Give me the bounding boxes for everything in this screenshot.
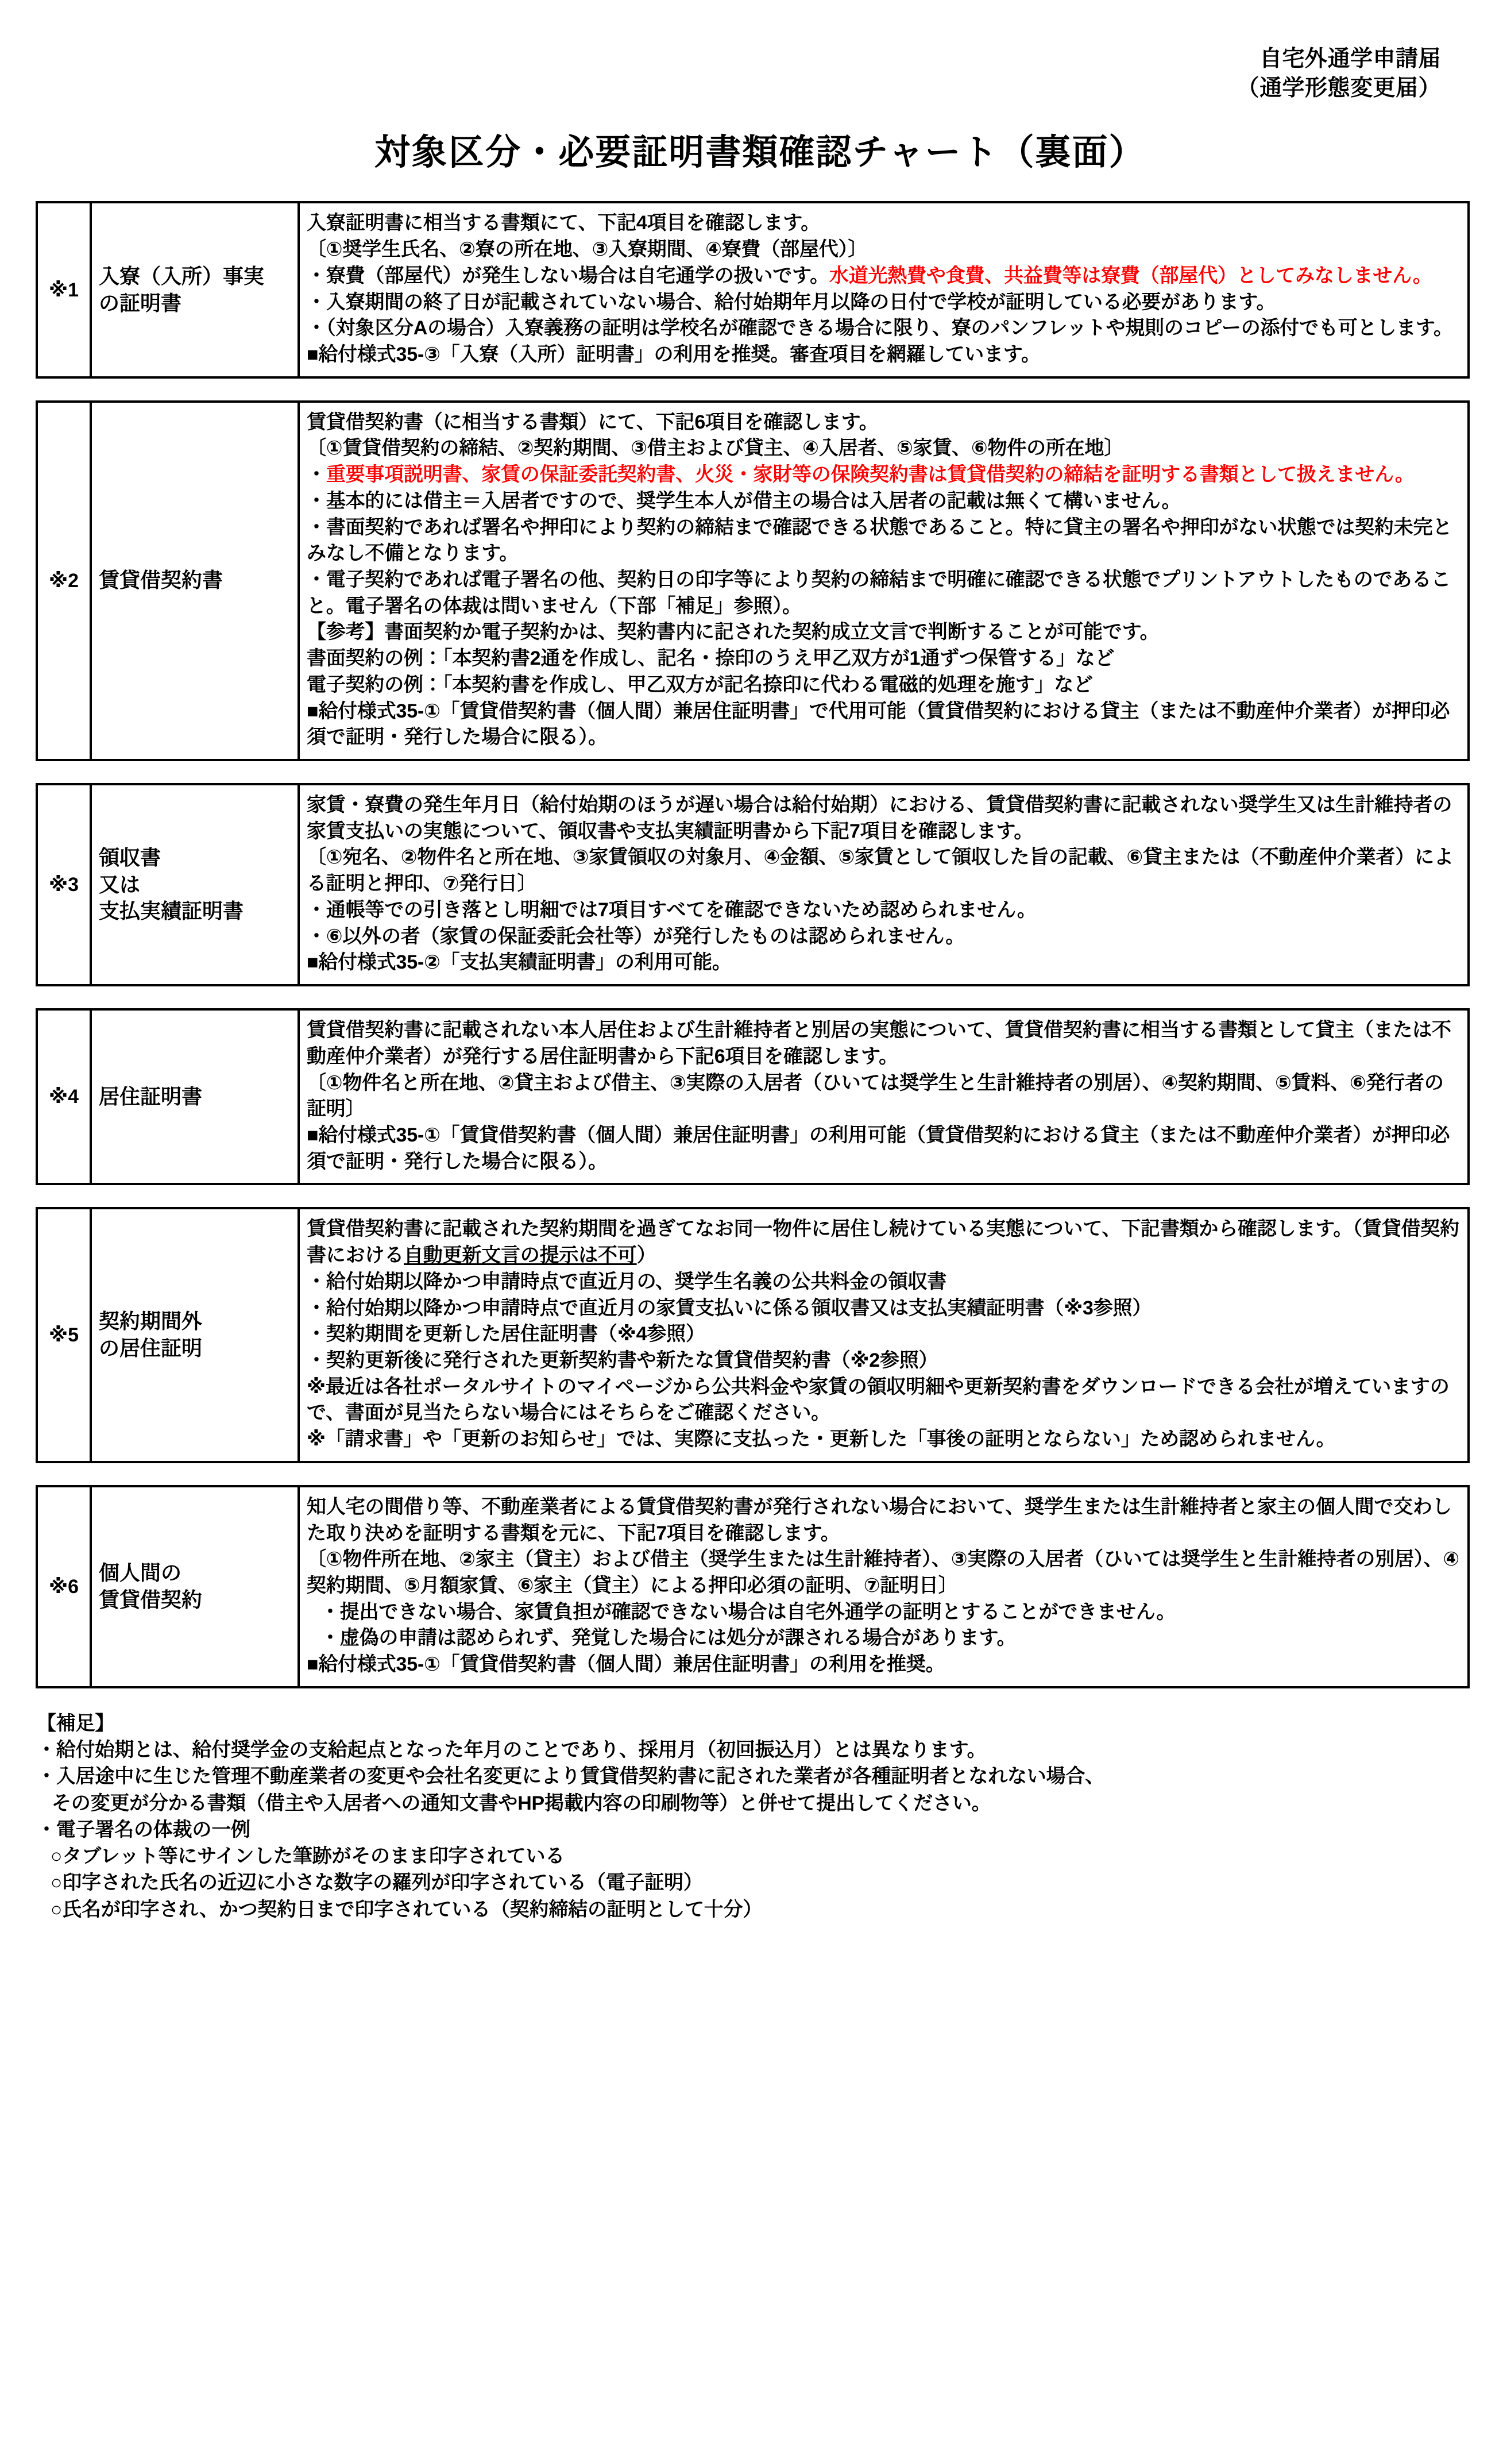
notes-heading: 【補足】 — [37, 1712, 115, 1734]
desc-text-underlined: 自動更新文言の提示は不可 — [404, 1244, 637, 1267]
desc-line: ■給付様式35-③「入寮（入所）証明書」の利用を推奨。審査項目を網羅しています。 — [307, 343, 1041, 365]
row-document-name — [92, 203, 300, 376]
desc-line: ・基本的には借主＝入居者ですので、奨学生本人が借主の場合は入居者の記載は無くて構いません。 — [307, 489, 1181, 512]
table-row — [36, 201, 1470, 378]
row-document-name — [92, 1487, 300, 1686]
notes-item: ○印字された氏名の近辺に小さな数字の羅列が印字されている（電子証明） — [51, 1872, 703, 1894]
notes-item: ○氏名が印字され、かつ契約日まで印字されている（契約締結の証明として十分） — [51, 1898, 763, 1921]
row-document-name-line-2: 賃貸借契約 — [99, 1587, 203, 1611]
desc-text-warning: 水道光熱費や食費、共益費等は寮費（部屋代）としてみなしません。 — [829, 264, 1432, 287]
row-document-name-line-1: 入寮（入所）事実 — [99, 264, 265, 288]
desc-line: 入寮証明書に相当する書類にて、下記4項目を確認します。 — [307, 212, 821, 234]
desc-line: ・（対象区分Aの場合）入寮義務の証明は学校名が確認できる場合に限り、寮のパンフレットや規則のコピーの添付でも可とします。 — [307, 317, 1453, 340]
page-title: 対象区分・必要証明書類確認チャート（裏面） — [374, 133, 1146, 173]
desc-line: 〔①奨学生氏名、②寮の所在地、③入寮期間、④寮費（部屋代）〕 — [307, 238, 868, 261]
desc-text: ・寮費（部屋代）が発生しない場合は自宅通学の扱いです。 — [307, 264, 829, 287]
desc-line: ・給付始期以降かつ申請時点で直近月の、奨学生名義の公共料金の領収書 — [307, 1270, 947, 1293]
row-ref-label: ※3 — [38, 785, 92, 984]
table-row — [36, 1008, 1470, 1185]
row-description — [300, 1487, 1467, 1686]
desc-line: 家賃・寮費の発生年月日（給付始期のほうが遅い場合は給付始期）における、賃貸借契約書に記載されない奨学生又は生計維持者の家賃支払いの実態について、領収書や支払実績証明書から下記7項目を確認します。 — [307, 794, 1452, 842]
row-ref-label: ※4 — [38, 1011, 92, 1183]
desc-line: 知人宅の間借り等、不動産業者による賃貸借契約書が発行されない場合において、奨学生または生計維持者と家主の個人間で交わした取り決めを証明する書類を元に、下記7項目を確認します。 — [307, 1495, 1452, 1544]
desc-line: ・通帳等での引き落とし明細では7項目すべてを確認できないため認められません。 — [307, 899, 1037, 921]
desc-line: 【参考】書面契約か電子契約かは、契約書内に記された契約成立文言で判断することが可能です。 — [307, 621, 1160, 643]
row-description — [300, 403, 1467, 759]
desc-line: ■給付様式35-①「賃貸借契約書（個人間）兼居住証明書」の利用可能（賃貸借契約における貸主（または不動産仲介業者）が押印必須で証明・発行した場合に限る）。 — [307, 1124, 1450, 1173]
supplementary-notes — [37, 1710, 1470, 1923]
notes-item: ○タブレット等にサインした筆跡がそのまま印字されている — [51, 1845, 565, 1868]
desc-text-warning: 重要事項説明書、家賃の保証委託契約書、火災・家財等の保険契約書は賃貸借契約の締結を証明する書類として扱えません。 — [326, 464, 1415, 486]
form-type-header — [0, 0, 1503, 103]
desc-line: ■給付様式35-①「賃貸借契約書（個人間）兼居住証明書」で代用可能（賃貸借契約における貸主（または不動産仲介業者）が押印必須で証明・発行した場合に限る）。 — [307, 700, 1450, 749]
desc-line: ・提出できない場合、家賃負担が確認できない場合は自宅外通学の証明とすることができません。 — [320, 1601, 1176, 1623]
desc-text: ） — [636, 1244, 656, 1267]
desc-line — [307, 462, 1459, 488]
desc-line: ※最近は各社ポータルサイトのマイページから公共料金や家賃の領収明細や更新契約書をダウンロードできる会社が増えていますので、書面が見当たらない場合にはそちらをご確認ください。 — [307, 1375, 1450, 1424]
form-type-line-1: 自宅外通学申請届 — [1259, 47, 1441, 71]
row-ref-label: ※2 — [38, 403, 92, 759]
desc-line: ※「請求書」や「更新のお知らせ」では、実際に支払った・更新した「事後の証明とならない」ため認められません。 — [307, 1428, 1336, 1451]
table-row — [36, 400, 1470, 761]
row-document-name — [92, 1011, 300, 1183]
row-ref-label: ※1 — [38, 203, 92, 376]
row-document-name — [92, 403, 300, 759]
row-description — [300, 1011, 1467, 1183]
row-document-name-line-2: 又は — [99, 872, 141, 896]
desc-line: 賃貸借契約書に記載されない本人居住および生計維持者と別居の実態について、賃貸借契約書に相当する書類として貸主（または不動産仲介業者）が発行する居住証明書から下記6項目を確認します。 — [307, 1019, 1451, 1067]
desc-line: 書面契約の例：「本契約書2通を作成し、記名・捺印のうえ甲乙双方が1通ずつ保管する」など — [307, 647, 1115, 670]
desc-bullet: ・ — [307, 464, 326, 486]
row-document-name-line-1: 賃貸借契約書 — [99, 568, 223, 592]
notes-item: ・入居途中に生じた管理不動産業者の変更や会社名変更により賃貸借契約書に記された業者が各種証明者となれない場合、 — [37, 1765, 1104, 1788]
requirements-chart — [36, 201, 1470, 1688]
desc-line: 〔①物件所在地、②家主（貸主）および借主（奨学生または生計維持者）、③実際の入居者（ひいては奨学生と生計維持者の別居）、④契約期間、⑤月額家賃、⑥家主（貸主）による押印必須の証明、⑦証明日〕 — [307, 1548, 1459, 1597]
desc-line: ・契約期間を更新した居住証明書（※4参照） — [307, 1323, 705, 1345]
row-description — [300, 203, 1467, 376]
desc-line: ・入寮期間の終了日が記載されていない場合、給付始期年月以降の日付で学校が証明している必要があります。 — [307, 291, 1276, 313]
form-type-line-2: （通学形態変更届） — [1237, 75, 1441, 101]
desc-line: ・電子契約であれば電子署名の他、契約日の印字等により契約の締結まで明確に確認できる状態でプリントアウトしたものであること。電子署名の体裁は問いません（下部「補足」参照）。 — [307, 569, 1451, 617]
desc-line: 〔①物件名と所在地、②貸主および借主、③実際の入居者（ひいては奨学生と生計維持者の別居）、④契約期間、⑤賃料、⑥発行者の証明〕 — [307, 1071, 1444, 1120]
desc-line: ・虚偽の申請は認められず、発覚した場合には処分が課される場合があります。 — [320, 1627, 1017, 1649]
table-row — [36, 1485, 1470, 1688]
table-row — [36, 1207, 1470, 1463]
desc-line: 電子契約の例：「本契約書を作成し、甲乙双方が記名捺印に代わる電磁的処理を施す」など — [307, 673, 1093, 696]
row-document-name-line-1: 居住証明書 — [99, 1084, 203, 1108]
desc-line: 〔①賃貸借契約の締結、②契約期間、③借主および貸主、④入居者、⑤家賃、⑥物件の所在地〕 — [307, 437, 1124, 460]
table-row — [36, 783, 1470, 986]
row-document-name — [92, 1209, 300, 1460]
row-document-name-line-3: 支払実績証明書 — [99, 899, 244, 923]
row-document-name-line-2: の証明書 — [99, 291, 182, 315]
row-description — [300, 785, 1467, 984]
row-description — [300, 1209, 1467, 1460]
desc-line: 賃貸借契約書（に相当する書類）にて、下記6項目を確認します。 — [307, 411, 879, 433]
desc-line: ■給付様式35-②「支払実績証明書」の利用可能。 — [307, 951, 732, 974]
row-document-name-line-2: の居住証明 — [99, 1336, 203, 1360]
row-document-name-line-1: 領収書 — [99, 845, 161, 869]
desc-line: ・書面契約であれば署名や押印により契約の締結まで確認できる状態であること。特に貸主の署名や押印がない状態では契約未完とみなし不備となります。 — [307, 516, 1452, 565]
desc-text: 賃貸借契約書に記載された契約期間を過ぎてなお同一物件に居住し続けている実態について、下記書類から確認します。（賃貸借契約書における — [307, 1218, 1459, 1267]
desc-line: ・給付始期以降かつ申請時点で直近月の家賃支払いに係る領収書又は支払実績証明書（※3参照） — [307, 1297, 1152, 1319]
notes-item: ・電子署名の体裁の一例 — [37, 1818, 250, 1841]
notes-item: ・給付始期とは、給付奨学金の支給起点となった年月のことであり、採用月（初回振込月）とは異なります。 — [37, 1739, 987, 1761]
row-ref-label: ※5 — [38, 1209, 92, 1460]
row-ref-label: ※6 — [38, 1487, 92, 1686]
desc-line: 〔①宛名、②物件名と所在地、③家賃領収の対象月、④金額、⑤家賃として領収した旨の記載、⑥貸主または（不動産仲介業者）による証明と押印、⑦発行日〕 — [307, 846, 1454, 895]
desc-line: ・契約更新後に発行された更新契約書や新たな賃貸借契約書（※2参照） — [307, 1349, 938, 1371]
row-document-name — [92, 785, 300, 984]
desc-line: ■給付様式35-①「賃貸借契約書（個人間）兼居住証明書」の利用を推奨。 — [307, 1653, 945, 1676]
desc-line — [307, 263, 1459, 290]
desc-line: ・⑥以外の者（家賃の保証委託会社等）が発行したものは認められません。 — [307, 925, 965, 947]
notes-item: その変更が分かる書類（借主や入居者への通知文書やHP掲載内容の印刷物等）と併せて提出してください。 — [52, 1792, 991, 1814]
row-document-name-line-1: 契約期間外 — [99, 1309, 203, 1333]
desc-line — [307, 1216, 1459, 1268]
row-document-name-line-1: 個人間の — [99, 1561, 182, 1585]
